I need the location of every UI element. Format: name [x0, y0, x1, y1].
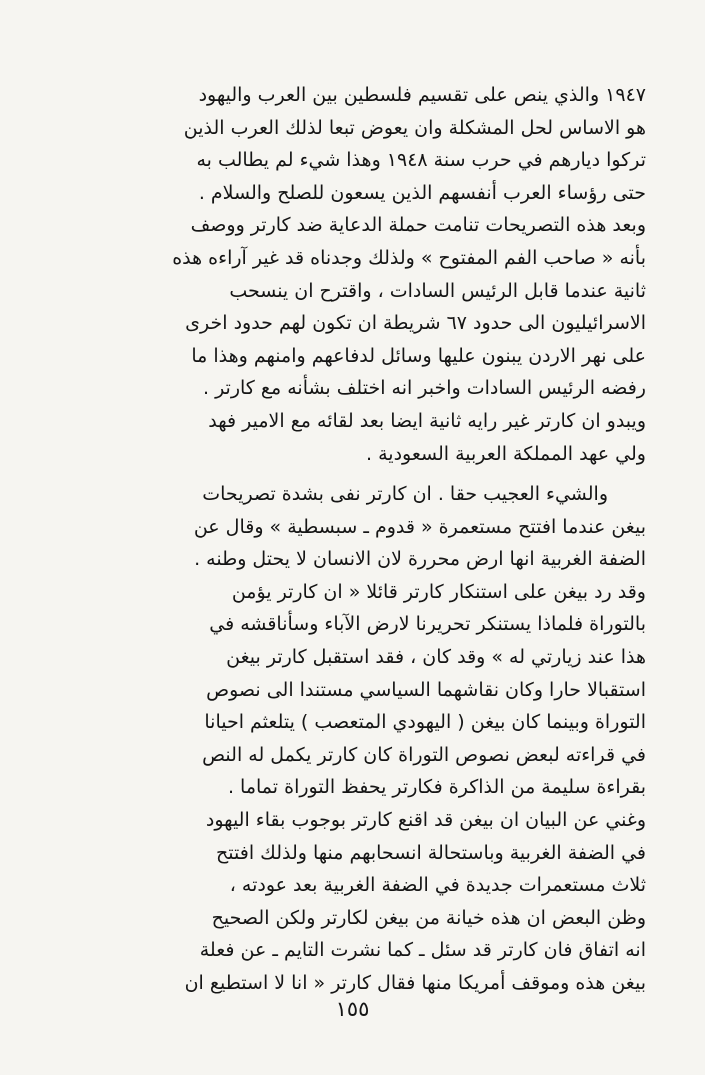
text-line: هو الاساس لحل المشكلة وان يعوض تبعا لذلك العرب الذين	[183, 116, 646, 139]
text-line: ويبدو ان كارتر غير رايه ثانية ايضا بعد لقائه مع الامير فهد	[208, 409, 646, 432]
text-line: بالتوراة فلماذا يستنكر تحريرنا لارض الآباء وسأناقشه في	[209, 613, 646, 636]
text-line: والشيء العجيب حقا . ان كارتر نفى بشدة تصريحات	[202, 483, 608, 505]
text-line: وغني عن البيان ان بيغن قد اقنع كارتر بوجوب بقاء اليهود	[205, 808, 646, 831]
text-line: وبعد هذه التصريحات تنامت حملة الدعاية ضد كارتر ووصف	[190, 214, 646, 237]
paragraph-2	[118, 478, 646, 1000]
text-line: وقد رد بيغن على استنكار كارتر قائلا « ان كارتر يؤمن	[231, 580, 646, 603]
text-line: انه اتفاق فان كارتر قد سئل ـ كما نشرت التايم ـ عن فعلة	[199, 939, 646, 962]
text-line: في قراءته لبعض نصوص التوراة كان كارتر يكمل له النص	[202, 743, 646, 766]
text-line: في الضفة الغربية وباستحالة انسحابهم منها ولذلك افتتح	[216, 841, 646, 864]
text-line: تركوا ديارهم في حرب سنة ١٩٤٨ وهذا شيء لم يطالب به	[196, 149, 646, 172]
text-line: ١٩٤٧ والذي ينص على تقسيم فلسطين بين العرب واليهود	[198, 84, 646, 106]
text-line: استقبالا حارا وكان نقاشهما السياسي مستندا الى نصوص	[206, 678, 646, 701]
page-number: ١٥٥	[335, 997, 370, 1021]
text-line: ثلاث مستعمرات جديدة في الضفة الغربية بعد عودته ،	[229, 874, 646, 897]
text-line: الاسرائيليون الى حدود ٦٧ شريطة ان تكون لهم حدود اخرى	[185, 312, 646, 335]
text-line: على نهر الاردن يبنون عليها وسائل لدفاعهم وامنهم وهذا ما	[191, 344, 646, 367]
text-line: الضفة الغربية انها ارض محررة لان الانسان لا يحتل وطنه .	[194, 548, 646, 571]
text-line: هذا عند زيارتي له » وقد كان ، فقد استقبل كارتر بيغن	[226, 645, 646, 668]
text-line: ولي عهد المملكة العربية السعودية .	[366, 442, 646, 465]
text-line: رفضه الرئيس السادات واخبر انه اختلف بشأنه مع كارتر .	[202, 377, 646, 400]
text-line: بأنه « صاحب الفم المفتوح » ولذلك وجدناه قد غير آراءه هذه	[172, 246, 646, 269]
text-line: بيغن هذه وموقف أمريكا منها فقال كارتر « انا لا استطيع ان	[184, 971, 646, 994]
text-line: وظن البعض ان هذه خيانة من بيغن لكارتر ولكن الصحيح	[211, 906, 646, 929]
text-line: التوراة وبينما كان بيغن ( اليهودي المتعصب ) يتلعثم احيانا	[204, 711, 646, 734]
text-line: ثانية عندما قابل الرئيس السادات ، واقترح ان ينسحب	[229, 279, 646, 302]
paragraph-1	[118, 79, 646, 470]
text-line: بيغن عندما افتتح مستعمرة « قدوم ـ سبسطية » وقال عن	[193, 515, 646, 538]
text-line: بقراءة سليمة من الذاكرة فكارتر يحفظ التوراة تماما .	[227, 776, 646, 799]
text-line: حتى رؤساء العرب أنفسهم الذين يسعون للصلح والسلام .	[198, 181, 646, 204]
